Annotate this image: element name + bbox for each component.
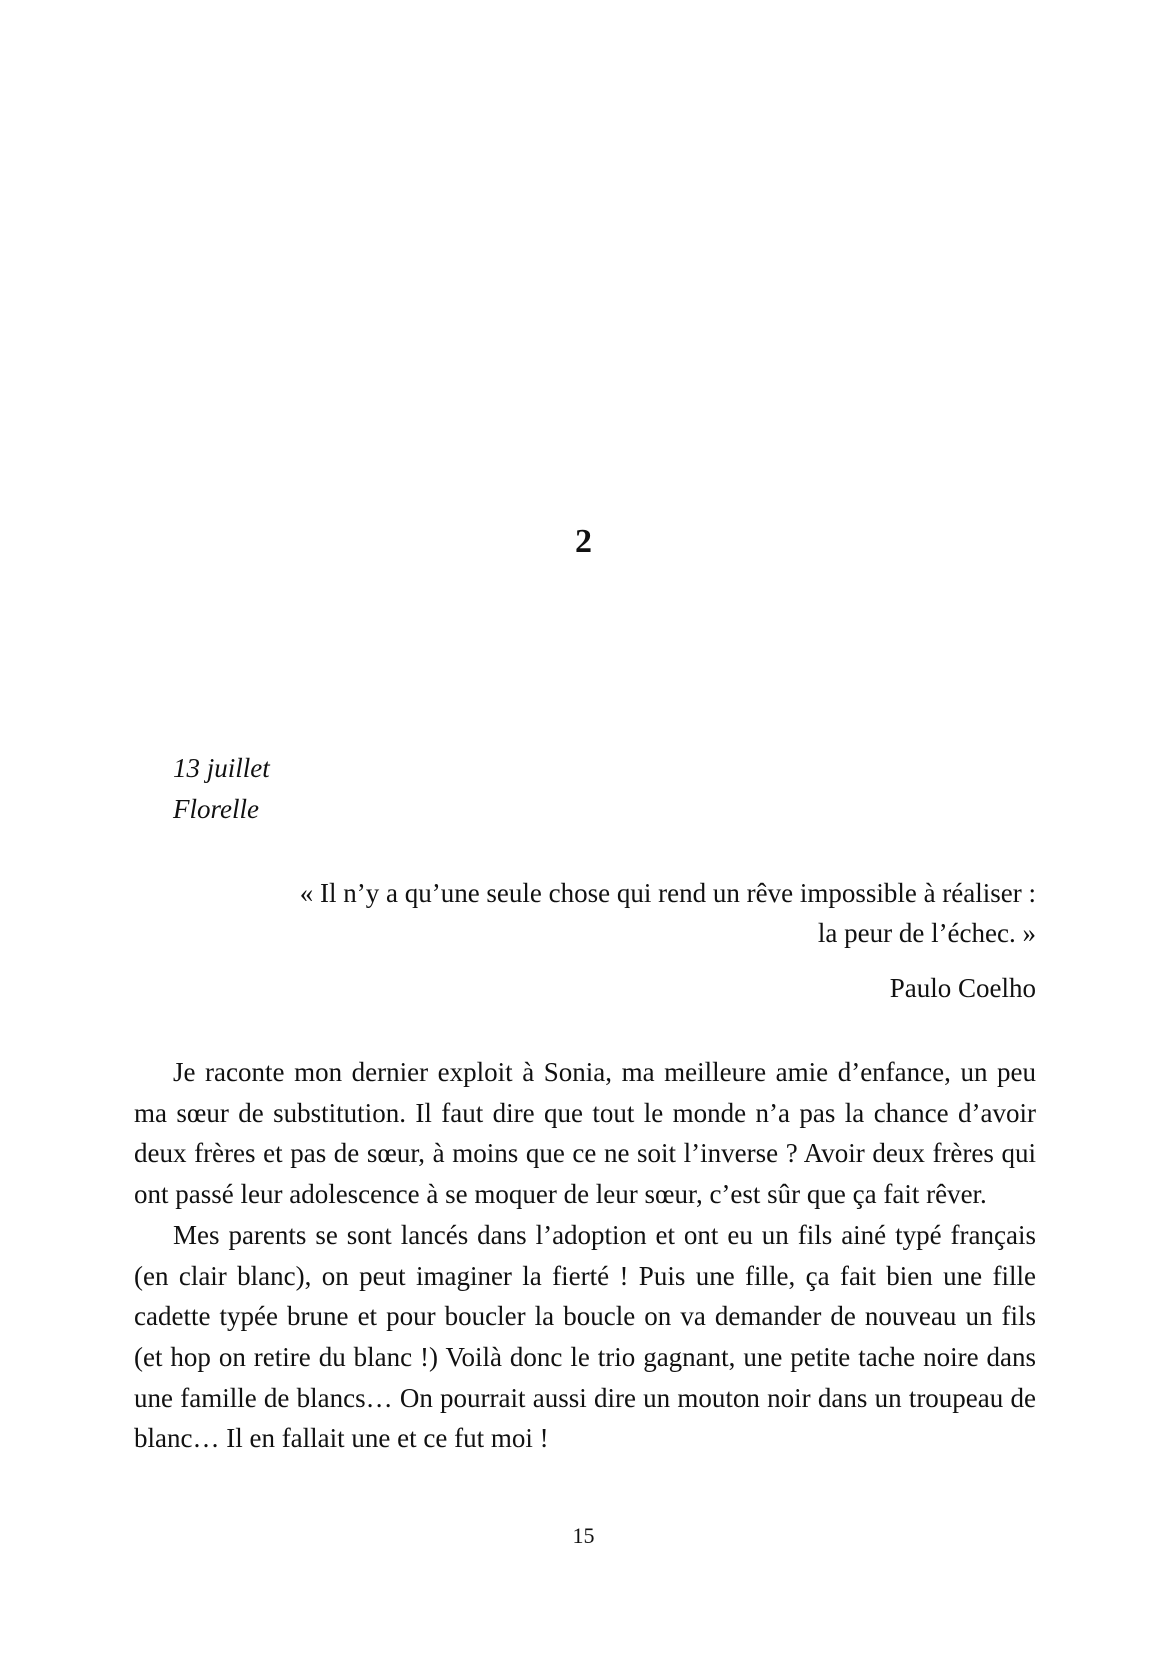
epigraph-author: Paulo Coelho (889, 973, 1036, 1003)
body-text (134, 1052, 1036, 1459)
chapter-number: 2 (575, 523, 592, 560)
epigraph-line: « Il n’y a qu’une seule chose qui rend un rêve impossible à réaliser : (299, 878, 1036, 908)
epigraph-line: la peur de l’échec. » (817, 918, 1036, 948)
entry-date: 13 juillet (173, 753, 270, 783)
paragraph: Mes parents se sont lancés dans l’adoption et ont eu un fils ainé typé français (en clair blanc), on peut imaginer la fierté ! Puis une fille, ça fait bien une fille cadette typée brune et pour boucler la boucle on va demander de nouveau un fils (et hop on retire du blanc !) Voilà donc le trio gagnant, une petite tache noire dans une famille de blancs… On pourrait aussi dire un mouton noir dans un troupeau de blanc… Il en fallait une et ce fut moi ! (134, 1219, 1036, 1454)
paragraph: Je raconte mon dernier exploit à Sonia, ma meilleure amie d’enfance, un peu ma sœur de substitution. Il faut dire que tout le monde n’a pas la chance d’avoir deux frères et pas de sœur, à moins que ce ne soit l’inverse ? Avoir deux frères qui ont passé leur adolescence à se moquer de leur sœur, c’est sûr que ça fait rêver. (134, 1057, 1036, 1210)
epigraph-quote (176, 873, 1036, 953)
narrator-name: Florelle (173, 794, 259, 824)
page-number: 15 (572, 1523, 595, 1548)
